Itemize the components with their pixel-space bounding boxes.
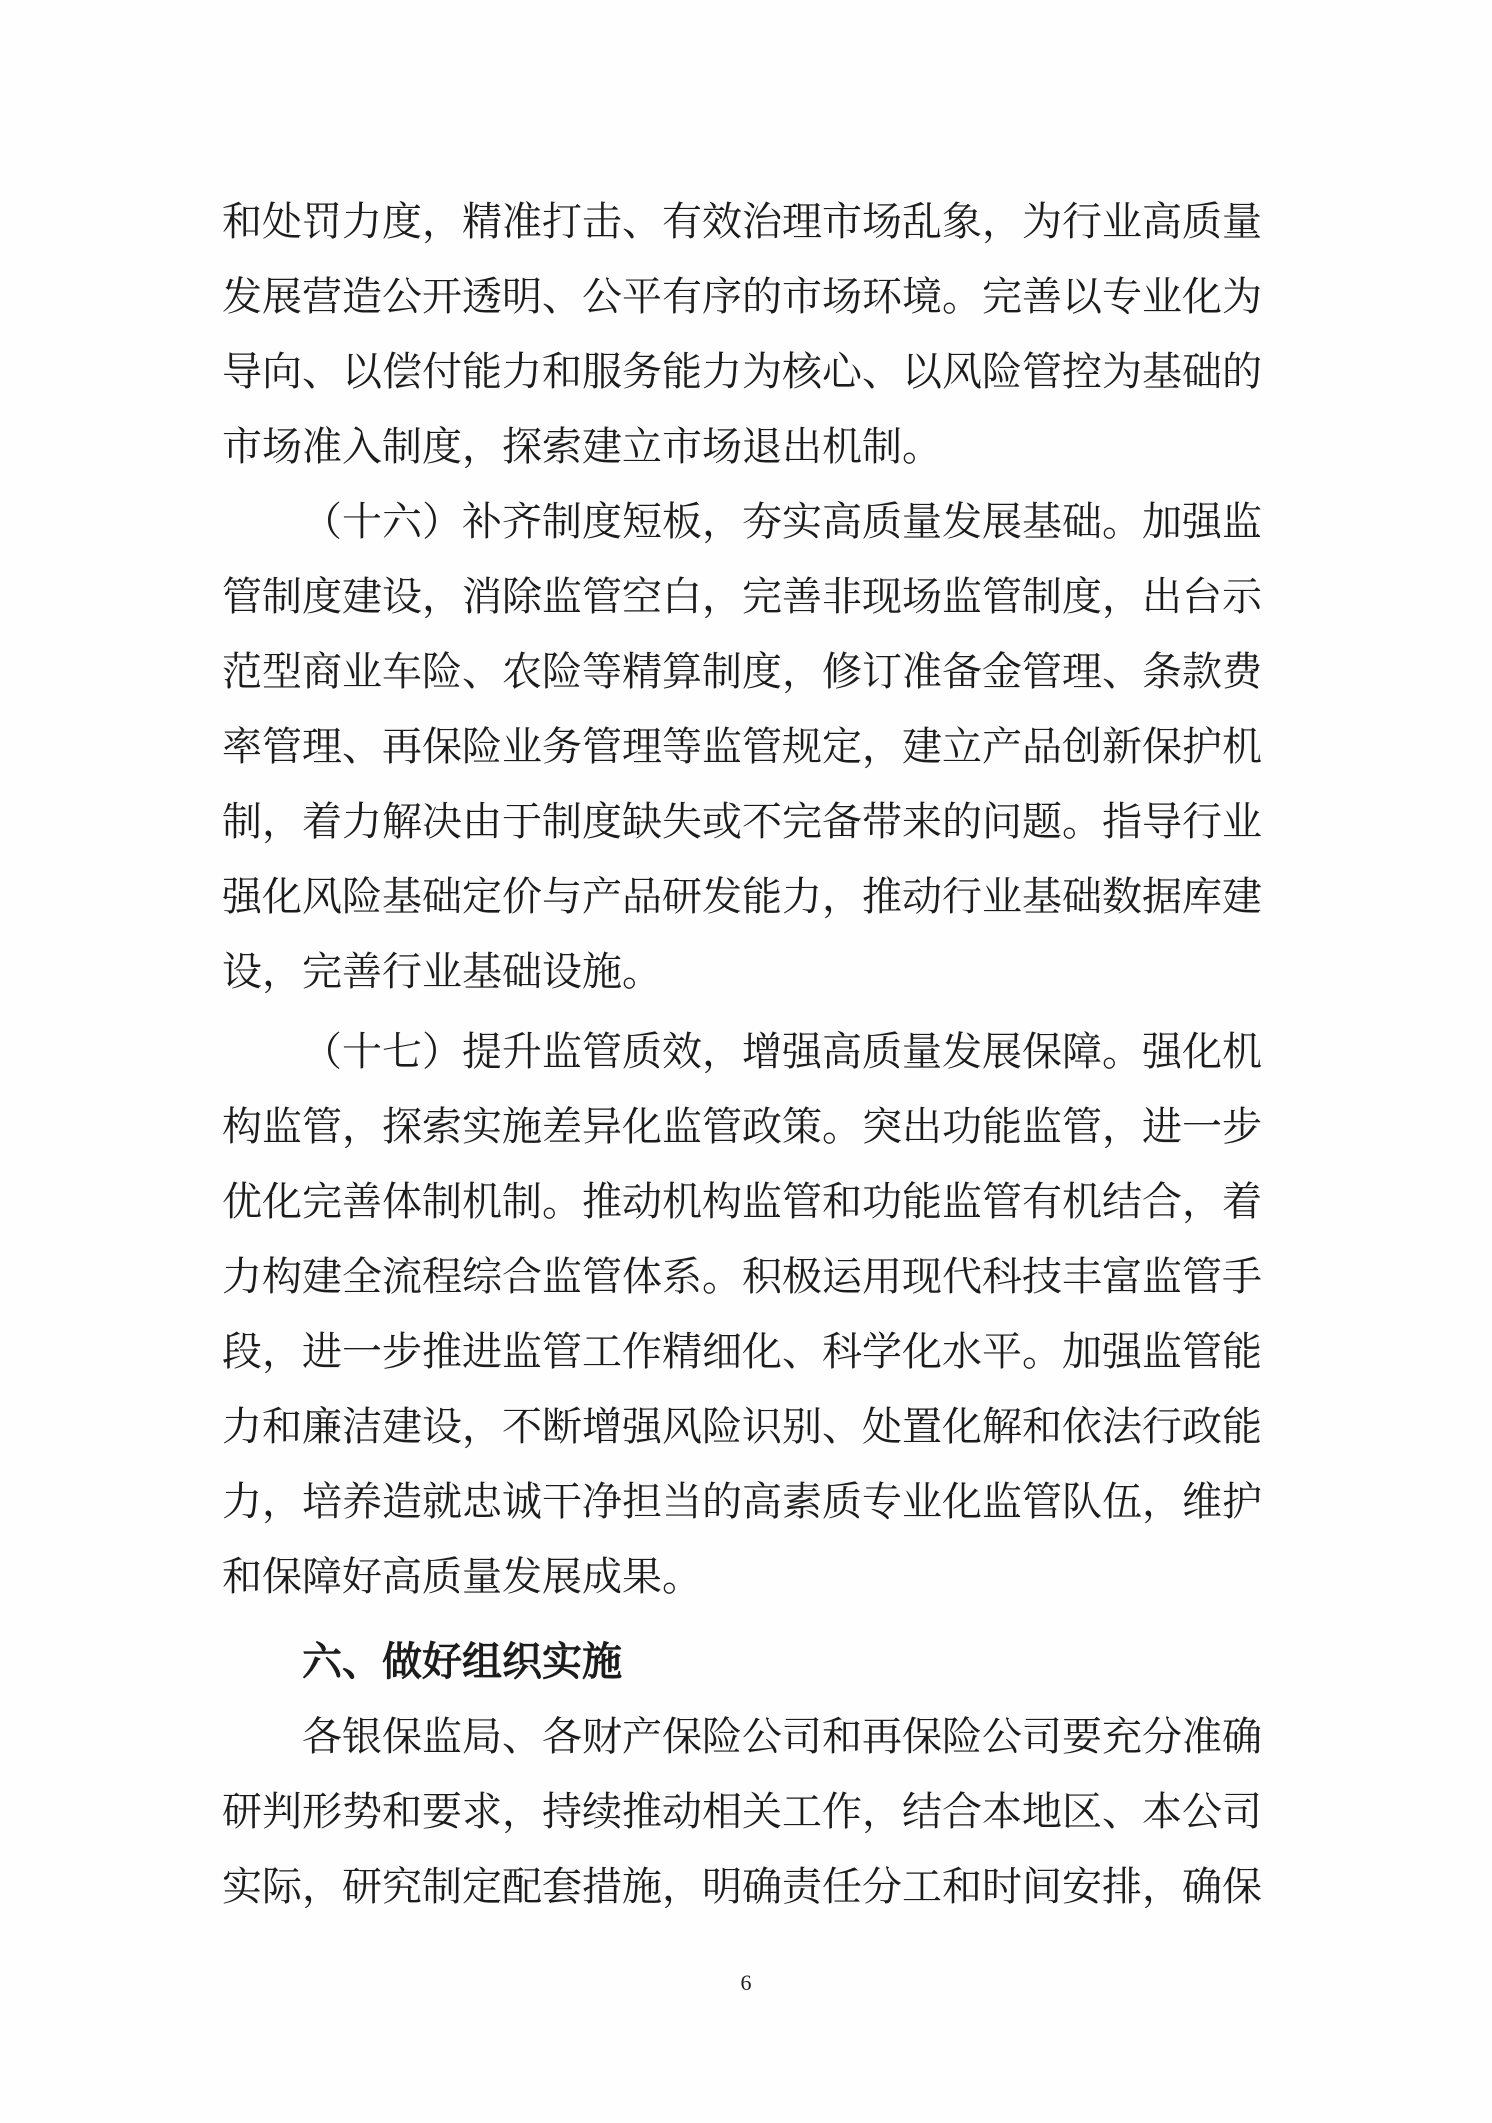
- text-line: （十六）补齐制度短板，夯实高质量发展基础。加强监: [302, 499, 1262, 545]
- text-line: 范型商业车险、农险等精算制度，修订准备金管理、条款费: [222, 649, 1262, 695]
- text-line: 率管理、再保险业务管理等监管规定，建立产品创新保护机: [222, 724, 1262, 770]
- text-line: 力，培养造就忠诚干净担当的高素质专业化监管队伍，维护: [222, 1479, 1262, 1525]
- page-number: 6: [740, 1970, 752, 1995]
- text-line: 优化完善体制机制。推动机构监管和功能监管有机结合，着: [222, 1179, 1262, 1225]
- text-line: 构监管，探索实施差异化监管政策。突出功能监管，进一步: [222, 1104, 1262, 1150]
- text-line: 发展营造公开透明、公平有序的市场环境。完善以专业化为: [222, 274, 1262, 320]
- text-line: 设，完善行业基础设施。: [222, 949, 662, 995]
- text-line: 管制度建设，消除监管空白，完善非现场监管制度，出台示: [222, 574, 1262, 620]
- text-line: 市场准入制度，探索建立市场退出机制。: [222, 424, 942, 470]
- text-line: 实际，研究制定配套措施，明确责任分工和时间安排，确保: [222, 1864, 1262, 1910]
- text-line: 力和廉洁建设，不断增强风险识别、处置化解和依法行政能: [222, 1404, 1262, 1450]
- text-line: 段，进一步推进监管工作精细化、科学化水平。加强监管能: [222, 1329, 1262, 1375]
- text-line: 制，着力解决由于制度缺失或不完备带来的问题。指导行业: [222, 799, 1262, 845]
- text-line: 研判形势和要求，持续推动相关工作，结合本地区、本公司: [222, 1789, 1262, 1835]
- text-line: 和处罚力度，精准打击、有效治理市场乱象，为行业高质量: [222, 199, 1262, 245]
- text-line: 导向、以偿付能力和服务能力为核心、以风险管控为基础的: [222, 349, 1262, 395]
- text-line: 各银保监局、各财产保险公司和再保险公司要充分准确: [302, 1714, 1262, 1760]
- section-heading: 六、做好组织实施: [302, 1639, 622, 1685]
- text-line: 强化风险基础定价与产品研发能力，推动行业基础数据库建: [222, 874, 1262, 920]
- text-line: 力构建全流程综合监管体系。积极运用现代科技丰富监管手: [222, 1254, 1262, 1300]
- text-line: （十七）提升监管质效，增强高质量发展保障。强化机: [302, 1029, 1262, 1075]
- text-line: 和保障好高质量发展成果。: [222, 1554, 702, 1600]
